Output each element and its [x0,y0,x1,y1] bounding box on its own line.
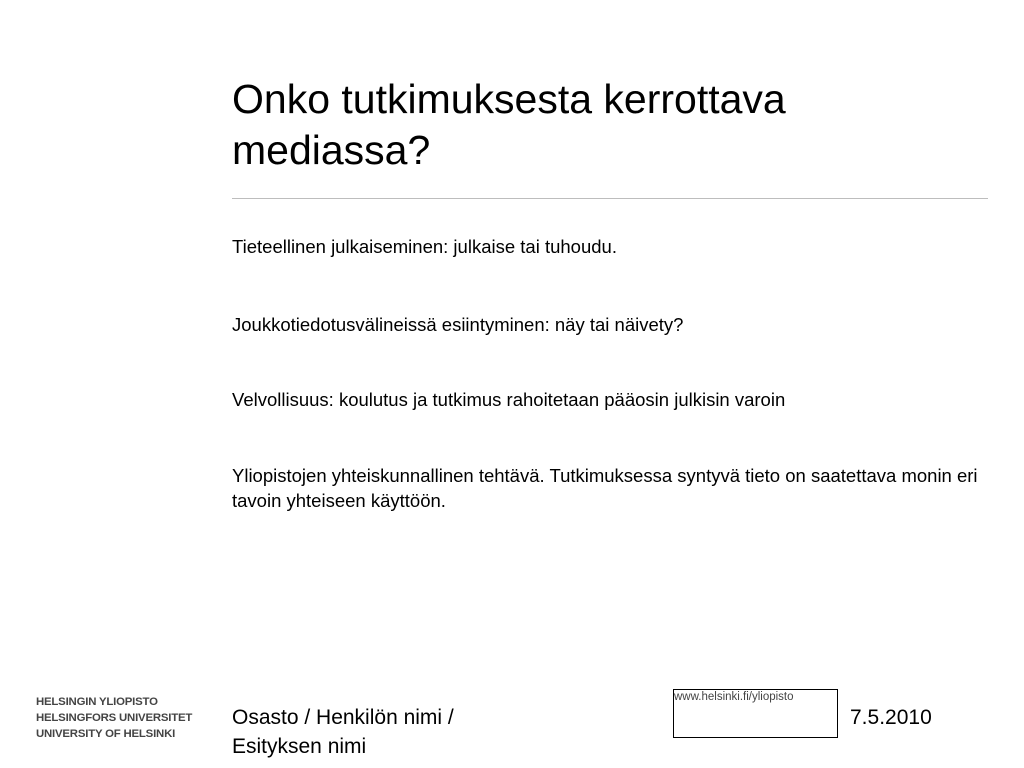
university-logo [36,694,192,742]
logo-line-finnish: HELSINGIN YLIOPISTO [36,696,158,708]
footer-department: Osasto / Henkilön nimi / Esityksen nimi [232,706,454,758]
bullet-item: Velvollisuus: koulutus ja tutkimus rahoitetaan pääosin julkisin varoin [232,389,786,410]
footer-date: 7.5.2010 [850,706,932,729]
url-box [673,689,838,738]
title-divider [232,198,988,199]
bullet-item: Yliopistojen yhteiskunnallinen tehtävä. Tutkimuksessa syntyvä tieto on saatettava monin eri tavoin yhteiseen käyttöön. [232,465,978,511]
bullet-item: Joukkotiedotusvälineissä esiintyminen: näy tai näivety? [232,314,684,335]
logo-line-english: UNIVERSITY OF HELSINKI [36,728,176,740]
slide-title: Onko tutkimuksesta kerrottava mediassa? [232,76,786,173]
footer-url[interactable]: www.helsinki.fi/yliopisto [674,691,794,703]
logo-line-swedish: HELSINGFORS UNIVERSITET [36,712,193,724]
bullet-item: Tieteellinen julkaiseminen: julkaise tai tuhoudu. [232,236,617,257]
